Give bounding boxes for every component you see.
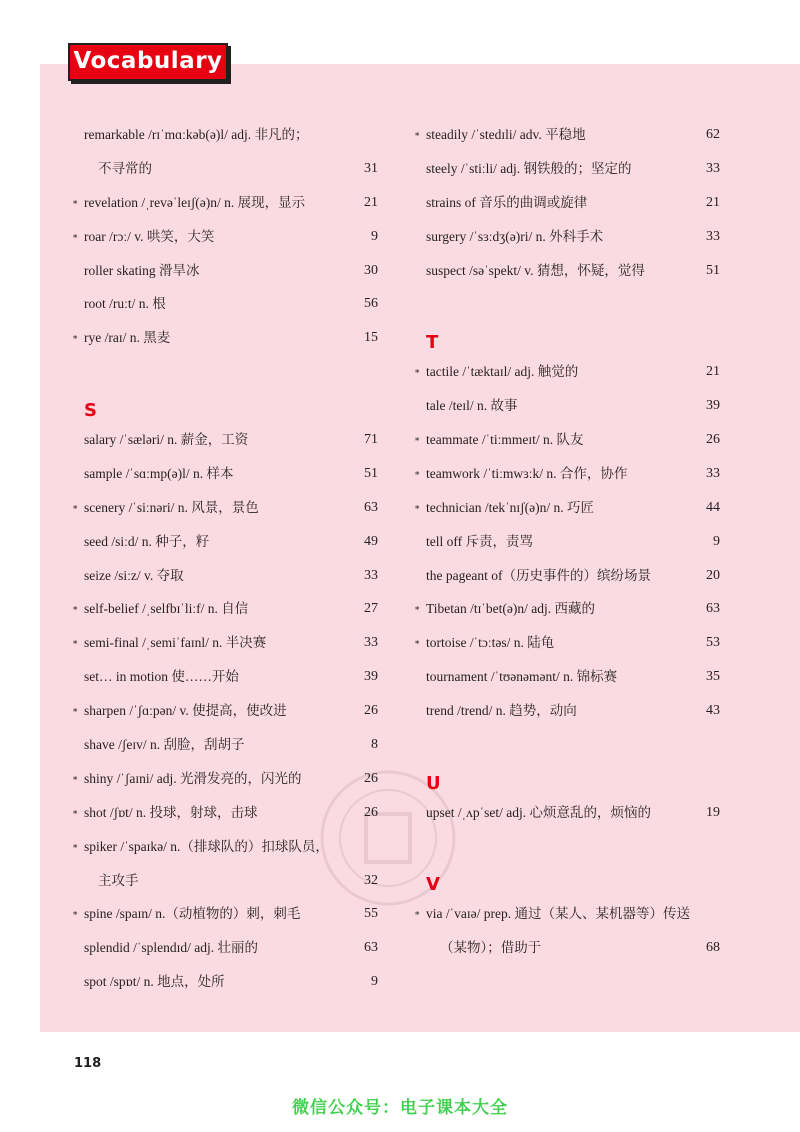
vocab-column-right xyxy=(414,118,720,965)
vocab-entry-page: 35 xyxy=(706,669,720,685)
letter-heading-row xyxy=(414,762,720,796)
vocab-entry xyxy=(414,525,720,559)
vocab-entry-page: 9 xyxy=(713,533,720,549)
vocab-entry-text: Tibetan /tɪˈbet(ə)n/ adj. 西藏的 xyxy=(426,601,595,617)
vocab-entry xyxy=(414,660,720,694)
vocab-entry-text: tortoise /ˈtɔːtəs/ n. 陆龟 xyxy=(426,635,555,651)
vocab-entry xyxy=(72,965,378,999)
letter-heading: U xyxy=(426,772,441,794)
vocab-entry xyxy=(72,931,378,965)
vocab-entry-text: tournament /ˈtʊənəmənt/ n. 锦标赛 xyxy=(426,669,618,685)
vocab-entry xyxy=(414,491,720,525)
asterisk-icon: ∗ xyxy=(414,366,421,377)
vocab-entry-text: seize /siːz/ v. 夺取 xyxy=(84,567,184,583)
vocab-entry-text: spine /spaɪn/ n.（动植物的）刺，刺毛 xyxy=(84,906,301,922)
vocab-entry-text: upset /ˌʌpˈset/ adj. 心烦意乱的，烦恼的 xyxy=(426,804,651,820)
vocab-entry-text: tactile /ˈtæktaɪl/ adj. 触觉的 xyxy=(426,364,579,380)
vocab-entry-page: 21 xyxy=(706,364,720,380)
vocab-entry-page: 63 xyxy=(364,940,378,956)
vocab-entry-page: 31 xyxy=(364,160,378,176)
section-spacer xyxy=(414,728,720,762)
asterisk-icon: ∗ xyxy=(414,434,421,445)
vocab-entry-page: 19 xyxy=(706,804,720,820)
vocab-entry xyxy=(72,457,378,491)
vocab-entry xyxy=(72,897,378,931)
vocab-entry xyxy=(72,491,378,525)
vocab-entry xyxy=(72,321,378,355)
vocab-entry-text: spot /spɒt/ n. 地点，处所 xyxy=(84,974,225,990)
vocab-entry-text: self-belief /ˌselfbɪˈliːf/ n. 自信 xyxy=(84,601,249,617)
vocab-entry-continuation xyxy=(72,864,378,898)
asterisk-icon: ∗ xyxy=(72,230,79,241)
vocab-entry-page: 56 xyxy=(364,296,378,312)
vocab-entry xyxy=(72,254,378,288)
vocab-entry-page: 68 xyxy=(706,940,720,956)
vocab-entry-text: root /ruːt/ n. 根 xyxy=(84,296,166,312)
vocab-entry-text: tell off 斥责，责骂 xyxy=(426,533,533,549)
vocab-entry-page: 30 xyxy=(364,262,378,278)
vocab-entry xyxy=(72,694,378,728)
vocab-entry xyxy=(72,660,378,694)
asterisk-icon: ∗ xyxy=(72,772,79,783)
vocab-entry xyxy=(72,830,378,864)
vocab-entry xyxy=(414,626,720,660)
letter-heading-row xyxy=(72,389,378,423)
asterisk-icon: ∗ xyxy=(72,840,79,851)
vocab-entry xyxy=(72,186,378,220)
vocab-column-left xyxy=(72,118,378,999)
vocab-entry-text: strains of 音乐的曲调或旋律 xyxy=(426,194,588,210)
vocab-entry-continuation xyxy=(414,931,720,965)
vocab-entry-text: 主攻手 xyxy=(98,872,139,888)
vocab-entry-page: 21 xyxy=(364,194,378,210)
vocab-entry-text: sample /ˈsɑːmp(ə)l/ n. 样本 xyxy=(84,465,234,481)
vocab-entry xyxy=(414,897,720,931)
vocab-entry xyxy=(72,118,378,152)
vocab-entry xyxy=(72,423,378,457)
vocab-entry-text: technician /tekˈnɪʃ(ə)n/ n. 巧匠 xyxy=(426,499,594,515)
vocab-entry xyxy=(72,592,378,626)
asterisk-icon: ∗ xyxy=(414,637,421,648)
vocab-entry-page: 9 xyxy=(371,974,378,990)
vocab-entry-page: 8 xyxy=(371,737,378,753)
section-spacer xyxy=(414,287,720,321)
vocab-entry-text: via /ˈvaɪə/ prep. 通过（某人、某机器等）传送 xyxy=(426,906,690,922)
vocab-entry-text: roller skating 滑旱冰 xyxy=(84,262,200,278)
vocab-entry-text: spiker /ˈspaɪkə/ n.（排球队的）扣球队员， xyxy=(84,838,329,854)
vocab-entry xyxy=(414,559,720,593)
vocab-entry xyxy=(414,457,720,491)
vocab-entry xyxy=(414,118,720,152)
vocab-entry-text: shiny /ˈʃaɪni/ adj. 光滑发亮的，闪光的 xyxy=(84,770,302,786)
asterisk-icon: ∗ xyxy=(414,908,421,919)
vocab-entry-page: 26 xyxy=(364,703,378,719)
vocab-entry-text: rye /raɪ/ n. 黑麦 xyxy=(84,330,171,346)
vocab-entry-page: 71 xyxy=(364,432,378,448)
vocab-entry-page: 33 xyxy=(364,567,378,583)
vocab-entry-page: 49 xyxy=(364,533,378,549)
vocab-entry-text: surgery /ˈsɜːdʒ(ə)ri/ n. 外科手术 xyxy=(426,228,604,244)
section-title-badge xyxy=(68,43,228,81)
page-number: 118 xyxy=(74,1056,102,1071)
letter-heading: T xyxy=(426,332,439,354)
vocab-entry-text: （某物）；借助于 xyxy=(440,940,542,956)
vocab-entry-page: 33 xyxy=(706,228,720,244)
vocab-entry-page: 26 xyxy=(706,432,720,448)
vocab-entry-text: sharpen /ˈʃɑːpən/ v. 使提高，使改进 xyxy=(84,703,287,719)
vocab-entry-text: remarkable /rɪˈmɑːkəb(ə)l/ adj. 非凡的； xyxy=(84,127,309,142)
vocab-entry-text: tale /teɪl/ n. 故事 xyxy=(426,398,518,414)
vocab-entry-page: 55 xyxy=(364,906,378,922)
vocab-entry-continuation xyxy=(72,152,378,186)
asterisk-icon: ∗ xyxy=(72,196,79,207)
vocab-entry-text: trend /trend/ n. 趋势，动向 xyxy=(426,703,577,719)
vocab-entry-page: 32 xyxy=(364,872,378,888)
vocab-entry-page: 63 xyxy=(706,601,720,617)
vocab-entry-page: 63 xyxy=(364,499,378,515)
asterisk-icon: ∗ xyxy=(72,501,79,512)
vocab-entry-text: roar /rɔː/ v. 哄笑，大笑 xyxy=(84,228,215,244)
vocab-entry-text: 不寻常的 xyxy=(98,160,152,176)
asterisk-icon: ∗ xyxy=(414,467,421,478)
vocab-entry-text: semi-final /ˌsemiˈfaɪnl/ n. 半决赛 xyxy=(84,635,267,651)
asterisk-icon: ∗ xyxy=(414,603,421,614)
asterisk-icon: ∗ xyxy=(414,129,421,139)
footer-watermark-text: 微信公众号：电子课本大全 xyxy=(292,1098,508,1118)
vocab-entry-text: the pageant of（历史事件的）缤纷场景 xyxy=(426,567,651,583)
vocab-entry-page: 33 xyxy=(706,160,720,176)
asterisk-icon: ∗ xyxy=(72,603,79,614)
vocab-entry-page: 26 xyxy=(364,770,378,786)
vocab-entry-text: suspect /səˈspekt/ v. 猜想，怀疑，觉得 xyxy=(426,262,645,278)
vocab-entry-text: seed /siːd/ n. 种子，籽 xyxy=(84,533,210,549)
vocab-entry xyxy=(414,389,720,423)
vocab-entry-page: 33 xyxy=(706,465,720,481)
vocab-entry xyxy=(72,287,378,321)
vocab-entry-page: 20 xyxy=(706,567,720,583)
vocab-entry xyxy=(72,626,378,660)
vocab-entry-text: salary /ˈsæləri/ n. 薪金，工资 xyxy=(84,432,249,448)
vocab-entry xyxy=(414,254,720,288)
vocab-entry xyxy=(414,355,720,389)
vocab-entry xyxy=(414,694,720,728)
vocab-entry-text: shave /ʃeɪv/ n. 刮脸，刮胡子 xyxy=(84,737,245,753)
vocab-entry-page: 39 xyxy=(706,398,720,414)
asterisk-icon: ∗ xyxy=(72,705,79,716)
vocab-entry xyxy=(414,152,720,186)
vocab-entry xyxy=(414,796,720,830)
vocab-entry xyxy=(414,423,720,457)
vocab-entry-page: 9 xyxy=(371,228,378,244)
vocab-entry xyxy=(72,728,378,762)
vocab-entry-text: steely /ˈstiːli/ adj. 钢铁般的；坚定的 xyxy=(426,160,632,176)
vocab-entry-page: 21 xyxy=(706,194,720,210)
section-title: Vocabulary xyxy=(73,48,223,74)
asterisk-icon: ∗ xyxy=(72,332,79,343)
vocab-entry-page: 43 xyxy=(706,703,720,719)
vocab-entry-text: scenery /ˈsiːnəri/ n. 风景，景色 xyxy=(84,499,259,515)
vocab-entry-page: 51 xyxy=(706,262,720,278)
vocab-entry-text: revelation /ˌrevəˈleɪʃ(ə)n/ n. 展现，显示 xyxy=(84,194,306,210)
vocab-entry xyxy=(72,796,378,830)
vocab-entry xyxy=(414,186,720,220)
vocab-entry-page: 44 xyxy=(706,499,720,515)
vocab-entry-page: 33 xyxy=(364,635,378,651)
asterisk-icon: ∗ xyxy=(72,908,79,919)
vocab-entry-page: 53 xyxy=(706,635,720,651)
vocab-entry-page: 27 xyxy=(364,601,378,617)
section-spacer xyxy=(72,355,378,389)
vocab-entry-text: teammate /ˈtiːmmeɪt/ n. 队友 xyxy=(426,432,584,448)
asterisk-icon: ∗ xyxy=(414,501,421,512)
asterisk-icon: ∗ xyxy=(72,806,79,817)
vocab-entry xyxy=(414,592,720,626)
asterisk-icon: ∗ xyxy=(72,637,79,648)
letter-heading: S xyxy=(84,400,97,422)
vocab-entry-text: set… in motion 使……开始 xyxy=(84,669,239,685)
vocab-entry-text: shot /ʃɒt/ n. 投球，射球，击球 xyxy=(84,804,258,820)
vocab-entry-page: 51 xyxy=(364,465,378,481)
vocab-entry-page: 39 xyxy=(364,669,378,685)
vocab-entry xyxy=(72,220,378,254)
vocab-entry-text: splendid /ˈsplendɪd/ adj. 壮丽的 xyxy=(84,940,258,956)
letter-heading-row xyxy=(414,864,720,898)
vocab-entry-text: steadily /ˈstedɪli/ adv. 平稳地 xyxy=(426,127,586,142)
vocab-entry-page: 15 xyxy=(364,330,378,346)
vocab-entry-text: teamwork /ˈtiːmwɜːk/ n. 合作，协作 xyxy=(426,465,628,481)
section-spacer xyxy=(414,830,720,864)
vocab-entry-page: 26 xyxy=(364,804,378,820)
letter-heading-row xyxy=(414,321,720,355)
vocab-entry xyxy=(72,762,378,796)
vocab-entry xyxy=(414,220,720,254)
letter-heading: V xyxy=(426,874,440,896)
vocab-entry-page: 62 xyxy=(706,127,720,142)
vocab-entry xyxy=(72,525,378,559)
vocab-entry xyxy=(72,559,378,593)
